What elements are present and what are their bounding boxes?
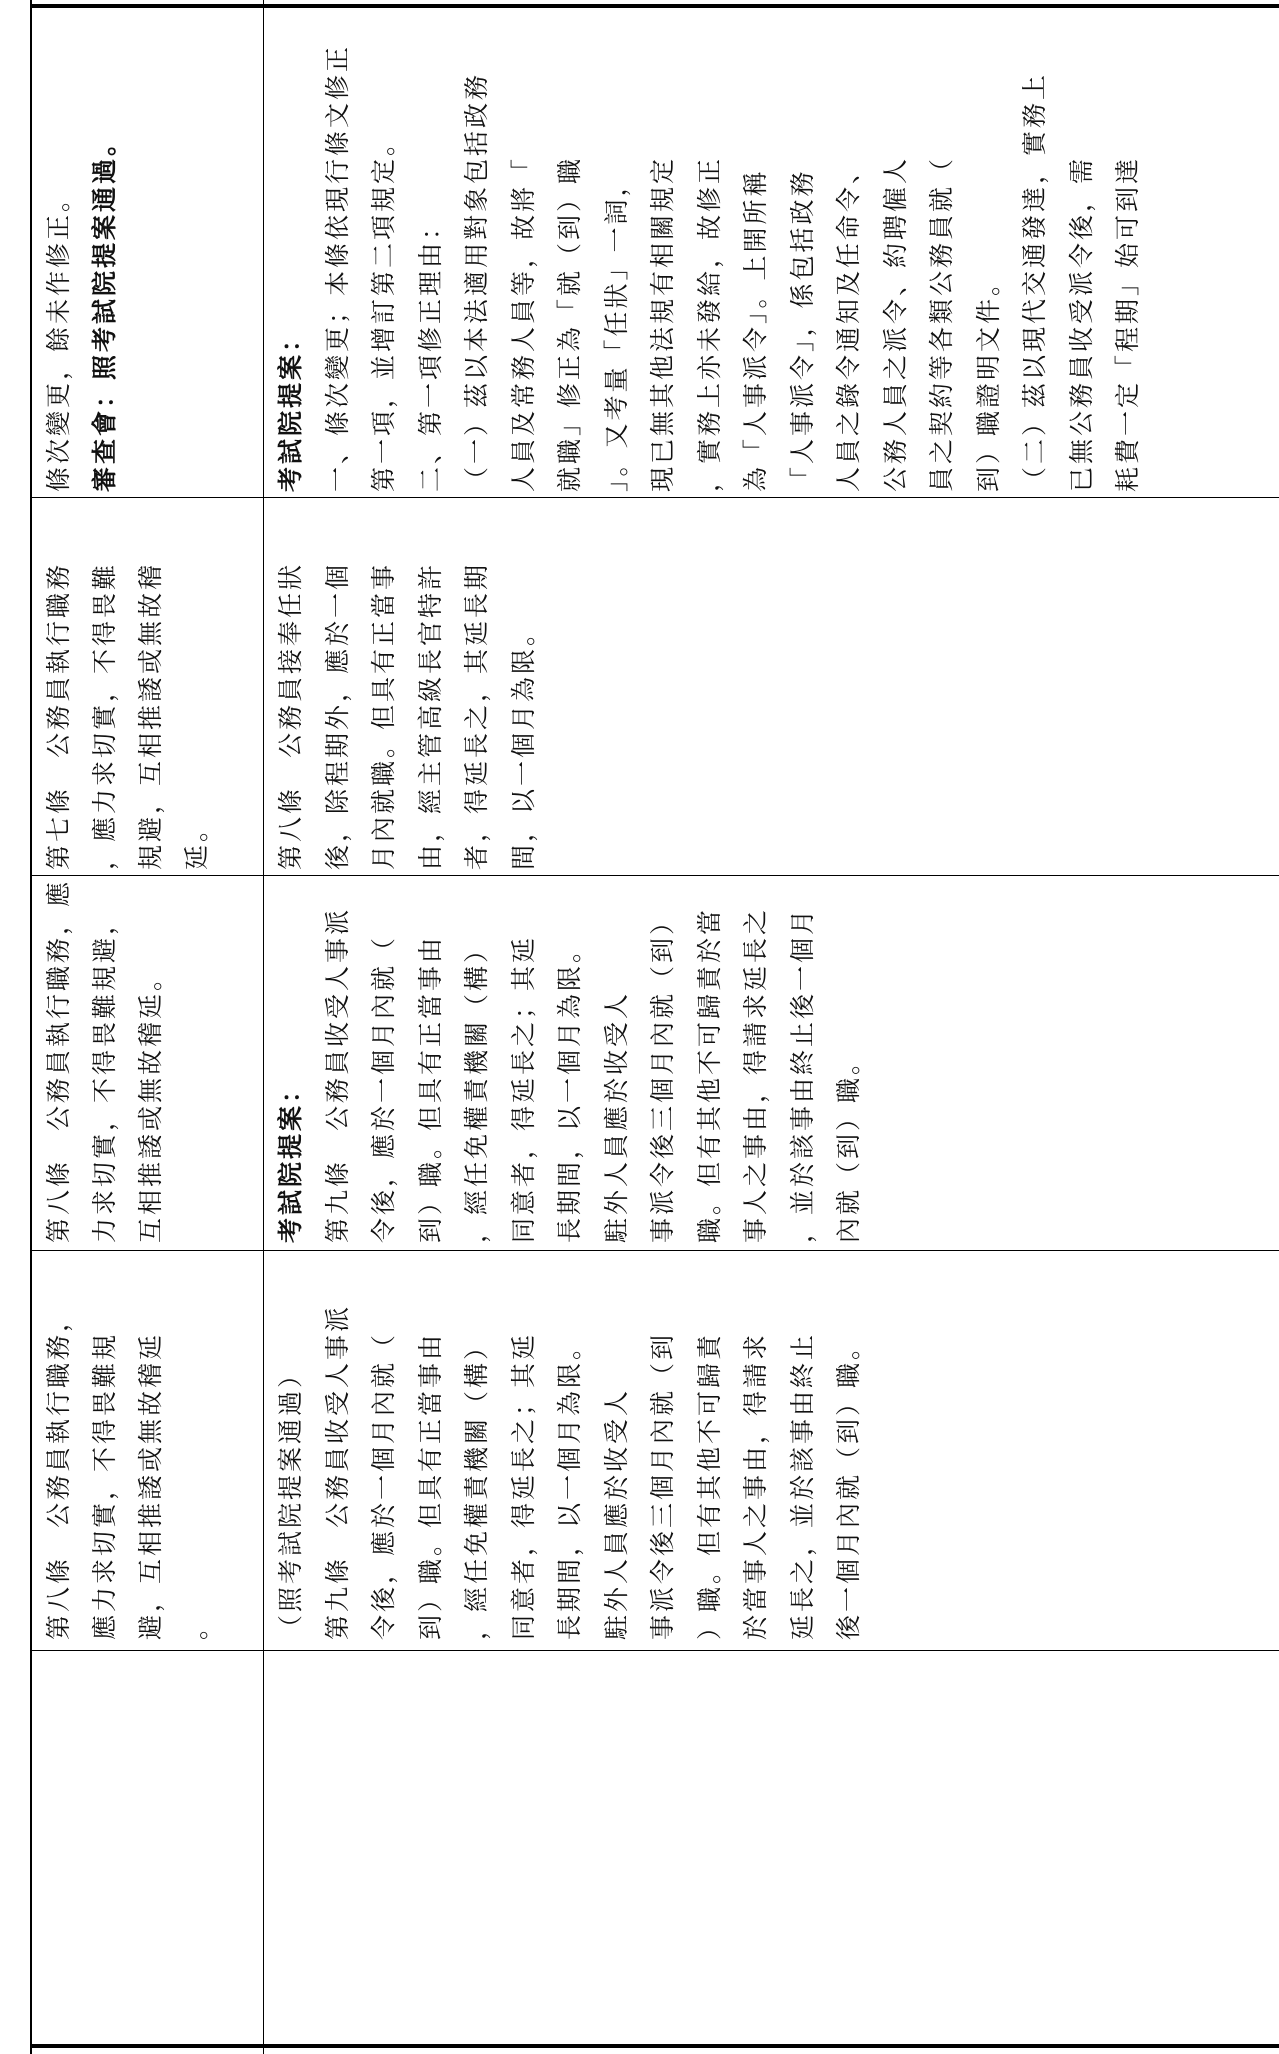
- r2c1-line: 後一個月內就（到）職。: [834, 1331, 863, 1640]
- r2c4-line: ，實務上亦未發給，故修正: [694, 155, 724, 492]
- r1c2-line: 力求切實，不得畏難規避，: [90, 906, 119, 1243]
- r2c3-line: 由，經主管高級長官特許: [415, 561, 445, 870]
- r1c1-line: 第八條 公務員執行職務，: [44, 1303, 73, 1640]
- r2c2-line: 事派令後三個月內就（到）: [648, 906, 677, 1243]
- r2c4-line: 員之契約等各類公務員就（: [927, 155, 956, 492]
- r1c4-line: 審查會：照考試院提案通過。: [90, 127, 119, 492]
- r2c1-line: 同意者，得延長之；其延: [508, 1331, 538, 1640]
- r2c3-line: 間，以一個月為限。: [508, 617, 538, 870]
- r1c3-line: 第七條 公務員執行職務: [44, 561, 73, 870]
- r2c4-line: 已無公務員收受派令後，需: [1066, 155, 1096, 492]
- r2c1-line: 事派令後三個月內就（到: [648, 1331, 677, 1640]
- r2c4-line: 考試院提案：: [276, 323, 305, 492]
- r2c4-line: 一、條次變更；本條依現行條文修正: [322, 43, 352, 492]
- r2c1-line: 延長之，並於該事由終止: [787, 1331, 817, 1640]
- r2c1-line: 令後，應於一個月內就（: [369, 1331, 398, 1640]
- r2c1-line: ）職。但有其他不可歸責: [694, 1331, 724, 1640]
- r2c4-line: 為「人事派令」。上開所稱: [741, 168, 770, 492]
- r2c1-line: （照考試院提案通過）: [276, 1359, 305, 1640]
- r1c1-line: 應力求切實，不得畏難規: [90, 1331, 119, 1640]
- r2c2-line: 內就（到）職。: [834, 1046, 863, 1243]
- r2c4-line: 第一項，並增訂第二項規定。: [369, 127, 398, 492]
- r2c2-line: 事人之事由，得請求延長之: [741, 906, 770, 1243]
- r2c3-line: 後，除程期外，應於一個: [322, 561, 352, 870]
- r2c1-line: 到）職。但具有正當事由: [415, 1331, 445, 1640]
- r2c4-line: 到）職證明文件。: [973, 267, 1003, 492]
- r2c2-line: ，並於該事由終止後一個月: [787, 906, 817, 1243]
- r1c1-line: 避，互相推諉或無故稽延: [136, 1331, 165, 1640]
- r2c4-line: 現已無其他法規有相關規定: [648, 155, 677, 492]
- r2c2-line: 到）職。但具有正當事由: [415, 934, 445, 1243]
- cell-current-art9: [263, 1650, 1279, 2044]
- cell-current-art8: [30, 1650, 263, 2044]
- r2c1-line: 駐外人員應於收受人: [601, 1387, 631, 1640]
- r2c3-line: 月內就職。但具有正當事: [369, 561, 398, 870]
- r1c3-line: ，應力求切實，不得畏難: [90, 561, 119, 870]
- r2c1-line: 長期間，以一個月為限。: [555, 1331, 584, 1640]
- r2c3-line: 者，得延長之，其延長期: [462, 561, 491, 870]
- r2c2-line: 駐外人員應於收受人: [601, 990, 631, 1243]
- r2c2-line: 第九條 公務員收受人事派: [322, 906, 352, 1243]
- r2c1-line: ，經任免權責機關（構）: [462, 1331, 491, 1640]
- r2c4-line: 公務人員之派令、約聘僱人: [880, 155, 910, 492]
- r1c3-line: 延。: [182, 813, 211, 870]
- table-bottom-rule: [30, 2044, 1279, 2048]
- r2c1-line: 於當事人之事由，得請求: [741, 1331, 770, 1640]
- r1c1-line: 。: [182, 1611, 211, 1640]
- r2c4-line: （二）茲以現代交通發達，實務上: [1020, 71, 1049, 492]
- r1c2-line: 第八條 公務員執行職務，應: [44, 878, 73, 1243]
- r1c3-line: 規避，互相推諉或無故稽: [136, 561, 165, 870]
- r2c2-line: 令後，應於一個月內就（: [369, 934, 398, 1243]
- r2c4-line: 就職」修正為「就（到）職: [555, 155, 584, 492]
- r2c4-line: （一）茲以本法適用對象包括政務: [462, 71, 491, 492]
- r2c4-line: 人員及常務人員等，故將「: [508, 155, 538, 492]
- r1c2-line: 互相推諉或無故稽延。: [136, 962, 165, 1243]
- r2c3-line: 第八條 公務員接奉任狀: [276, 561, 305, 870]
- r2c4-line: 耗費一定「程期」始可到達: [1113, 155, 1142, 492]
- r2c2-line: 同意者，得延長之；其延: [508, 934, 538, 1243]
- r2c1-line: 第九條 公務員收受人事派: [322, 1303, 352, 1640]
- r2c4-line: 人員之錄令通知及任命令、: [834, 155, 863, 492]
- r1c4-line: 條次變更，餘未作修正。: [44, 183, 73, 492]
- r2c2-line: 考試院提案：: [276, 1074, 305, 1243]
- r2c4-line: 「人事派令」，係包括政務: [787, 168, 817, 492]
- r2c2-line: ，經任免權責機關（構）: [462, 934, 491, 1243]
- r2c2-line: 職。但有其他不可歸責於當: [694, 906, 724, 1243]
- r2c4-line: 二、第一項修正理由：: [415, 211, 445, 492]
- r2c2-line: 長期間，以一個月為限。: [555, 934, 584, 1243]
- r2c4-line: 」。又考量「任狀」一詞，: [601, 168, 631, 492]
